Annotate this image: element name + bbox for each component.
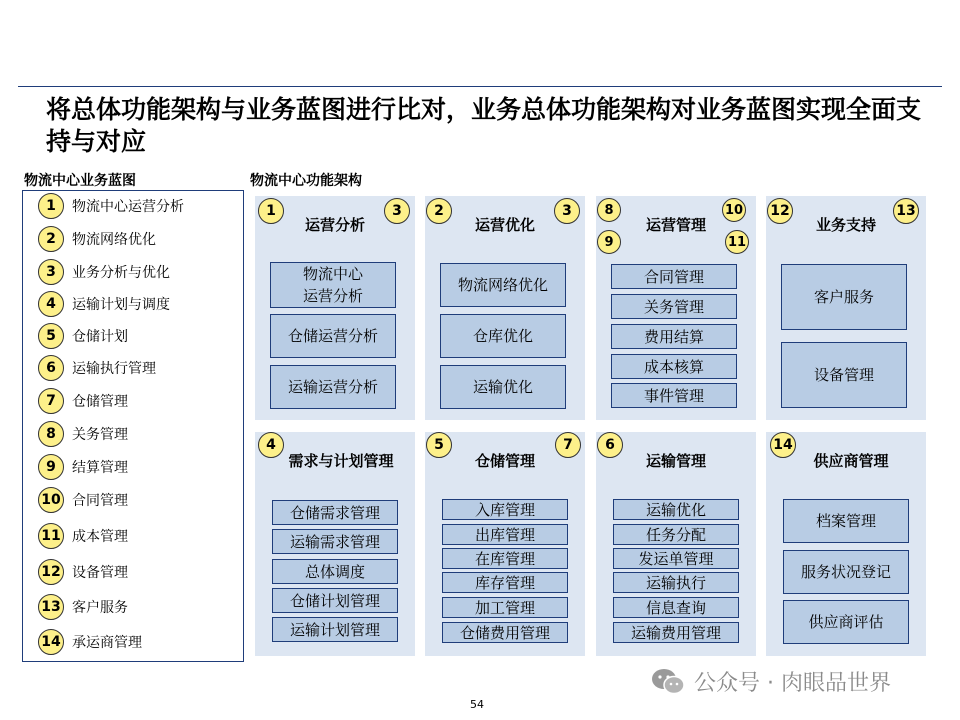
panel-title: 需求与计划管理 xyxy=(288,452,394,470)
number-badge: 6 xyxy=(597,432,623,458)
function-box: 设备管理 xyxy=(781,342,907,408)
blueprint-item-label: 关务管理 xyxy=(72,427,128,443)
blueprint-item-label: 物流网络优化 xyxy=(72,232,156,248)
function-box: 关务管理 xyxy=(611,294,737,319)
number-badge: 3 xyxy=(554,198,580,224)
number-badge: 1 xyxy=(258,198,284,224)
function-box: 仓储需求管理 xyxy=(272,500,398,525)
watermark-text: 公众号 · 肉眼品世界 xyxy=(694,671,891,696)
panel-warehouse-management xyxy=(425,432,585,656)
blueprint-item xyxy=(38,323,128,349)
panel-title: 运营优化 xyxy=(474,216,535,234)
number-badge: 1 xyxy=(38,193,64,219)
blueprint-item xyxy=(38,454,128,480)
panel-demand-planning xyxy=(255,432,415,656)
page-title: 将总体功能架构与业务蓝图进行比对，业务总体功能架构对业务蓝图实现全面支持与对应 xyxy=(46,95,922,156)
panel-title: 运营管理 xyxy=(645,216,706,234)
panel-title: 运营分析 xyxy=(304,216,365,234)
number-badge: 5 xyxy=(38,323,64,349)
number-badge: 2 xyxy=(38,226,64,252)
function-box: 仓储费用管理 xyxy=(442,622,568,643)
number-badge: 13 xyxy=(893,198,919,224)
function-box: 服务状况登记 xyxy=(783,550,909,594)
function-box: 运输计划管理 xyxy=(272,617,398,642)
blueprint-item-label: 运输计划与调度 xyxy=(72,297,170,313)
function-box: 供应商评估 xyxy=(783,600,909,644)
number-badge: 2 xyxy=(426,198,452,224)
panel-title: 运输管理 xyxy=(645,452,706,470)
panel-operations-management xyxy=(596,196,756,420)
architecture-heading: 物流中心功能架构 xyxy=(250,173,362,189)
function-box: 任务分配 xyxy=(613,524,739,545)
number-badge: 7 xyxy=(38,388,64,414)
function-box: 合同管理 xyxy=(611,264,737,289)
blueprint-item xyxy=(38,594,128,620)
wechat-icon xyxy=(650,667,686,697)
page-number: 54 xyxy=(470,698,484,711)
number-badge: 5 xyxy=(426,432,452,458)
blueprint-item xyxy=(38,487,128,513)
panel-transport-management xyxy=(596,432,756,656)
function-box: 在库管理 xyxy=(442,548,568,569)
function-box: 仓储运营分析 xyxy=(270,314,396,358)
blueprint-item-label: 客户服务 xyxy=(72,600,128,616)
function-box: 运输执行 xyxy=(613,572,739,593)
number-badge: 6 xyxy=(38,355,64,381)
function-box: 档案管理 xyxy=(783,499,909,543)
panel-supplier-management xyxy=(766,432,926,656)
blueprint-item xyxy=(38,259,170,285)
number-badge: 4 xyxy=(258,432,284,458)
number-badge: 12 xyxy=(767,198,793,224)
blueprint-item-label: 承运商管理 xyxy=(72,635,142,651)
function-box: 出库管理 xyxy=(442,524,568,545)
blueprint-item-label: 仓储管理 xyxy=(72,394,128,410)
panel-title: 仓储管理 xyxy=(474,452,535,470)
number-badge: 3 xyxy=(38,259,64,285)
number-badge: 4 xyxy=(38,291,64,317)
watermark xyxy=(650,666,891,697)
function-box: 成本核算 xyxy=(611,354,737,379)
blueprint-item-label: 物流中心运营分析 xyxy=(72,199,184,215)
function-box: 运输运营分析 xyxy=(270,365,396,409)
number-badge: 7 xyxy=(555,432,581,458)
number-badge: 12 xyxy=(38,559,64,585)
function-box: 运输费用管理 xyxy=(613,622,739,643)
blueprint-item-label: 业务分析与优化 xyxy=(72,265,170,281)
blueprint-item xyxy=(38,629,142,655)
function-box: 仓库优化 xyxy=(440,314,566,358)
blueprint-item-label: 合同管理 xyxy=(72,493,128,509)
number-badge: 8 xyxy=(597,198,621,222)
blueprint-item xyxy=(38,559,128,585)
panel-business-support xyxy=(766,196,926,420)
function-box: 发运单管理 xyxy=(613,548,739,569)
number-badge: 8 xyxy=(38,421,64,447)
number-badge: 14 xyxy=(38,629,64,655)
blueprint-list xyxy=(22,190,244,662)
blueprint-item xyxy=(38,523,128,549)
function-box: 客户服务 xyxy=(781,264,907,330)
panel-title: 业务支持 xyxy=(815,216,876,234)
function-box: 库存管理 xyxy=(442,572,568,593)
blueprint-item-label: 设备管理 xyxy=(72,565,128,581)
number-badge: 3 xyxy=(384,198,410,224)
function-box: 运输优化 xyxy=(440,365,566,409)
blueprint-item xyxy=(38,291,170,317)
number-badge: 10 xyxy=(38,487,64,513)
blueprint-item-label: 结算管理 xyxy=(72,460,128,476)
number-badge: 10 xyxy=(722,198,746,222)
blueprint-item-label: 成本管理 xyxy=(72,529,128,545)
number-badge: 13 xyxy=(38,594,64,620)
function-box: 物流网络优化 xyxy=(440,263,566,307)
blueprint-item xyxy=(38,226,156,252)
panel-title: 供应商管理 xyxy=(813,452,889,470)
function-box: 运输需求管理 xyxy=(272,529,398,554)
blueprint-heading: 物流中心业务蓝图 xyxy=(24,173,136,189)
number-badge: 9 xyxy=(38,454,64,480)
blueprint-item xyxy=(38,193,184,219)
function-box: 入库管理 xyxy=(442,499,568,520)
blueprint-item-label: 运输执行管理 xyxy=(72,361,156,377)
function-box: 加工管理 xyxy=(442,597,568,618)
blueprint-item-label: 仓储计划 xyxy=(72,329,128,345)
function-box: 物流中心 运营分析 xyxy=(270,262,396,308)
function-box: 仓储计划管理 xyxy=(272,588,398,613)
number-badge: 14 xyxy=(770,432,796,458)
function-box: 信息查询 xyxy=(613,597,739,618)
number-badge: 9 xyxy=(597,230,621,254)
header-rule xyxy=(18,86,942,87)
function-box: 事件管理 xyxy=(611,383,737,408)
number-badge: 11 xyxy=(725,230,749,254)
panel-operations-analysis xyxy=(255,196,415,420)
function-box: 费用结算 xyxy=(611,324,737,349)
blueprint-item xyxy=(38,355,156,381)
blueprint-item xyxy=(38,388,128,414)
function-box: 运输优化 xyxy=(613,499,739,520)
blueprint-item xyxy=(38,421,128,447)
function-box: 总体调度 xyxy=(272,559,398,584)
number-badge: 11 xyxy=(38,523,64,549)
panel-operations-optimization xyxy=(425,196,585,420)
